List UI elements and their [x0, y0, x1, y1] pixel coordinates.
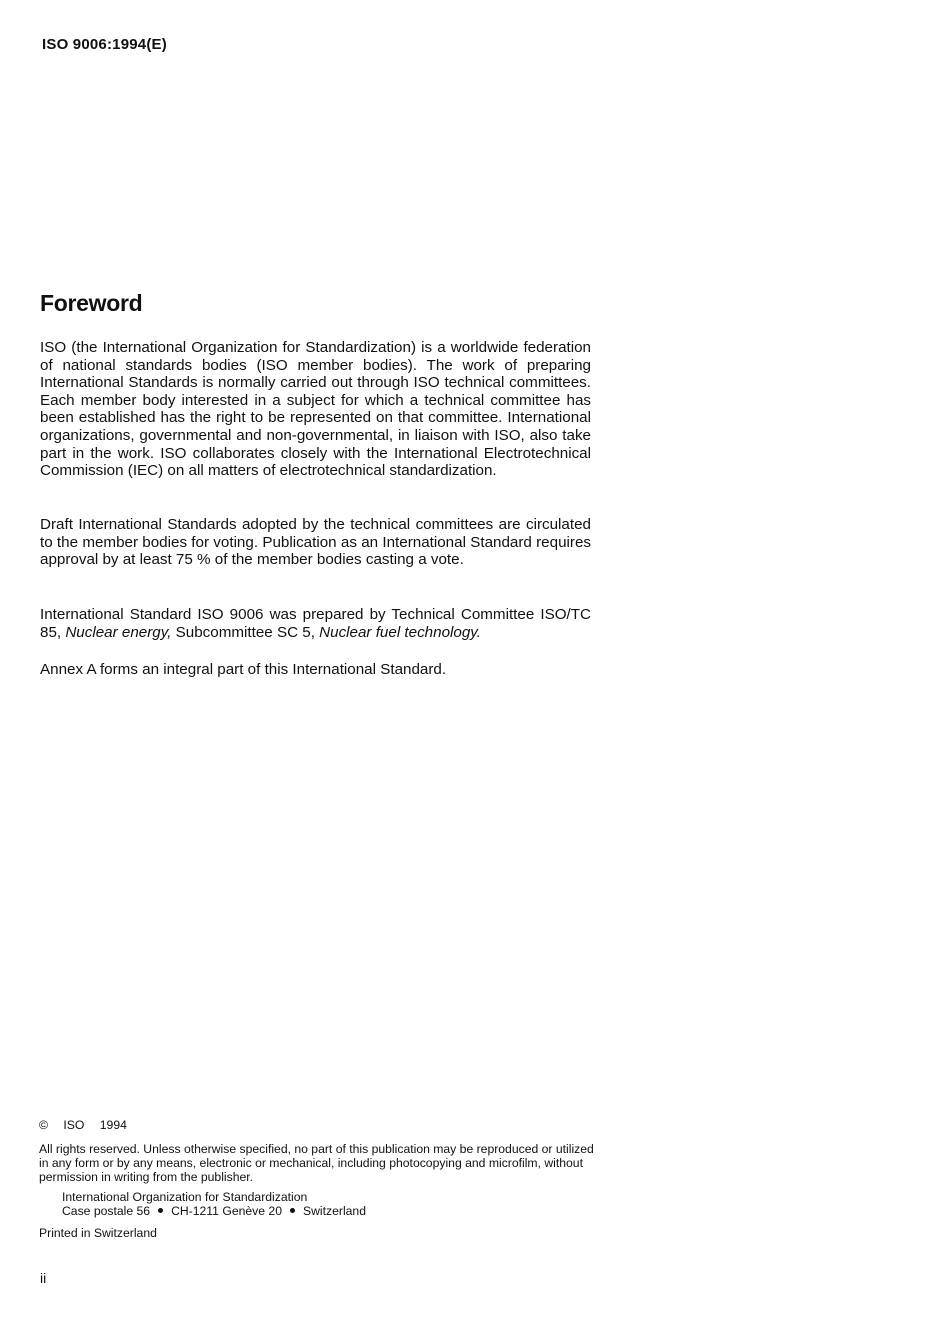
committee-name: Nuclear energy, [65, 623, 172, 641]
address-org: International Organization for Standardization [62, 1190, 308, 1204]
copyright-line [39, 1118, 599, 1132]
publisher-address [62, 1190, 599, 1218]
printed-in: Printed in Switzerland [39, 1226, 157, 1240]
bullet-separator-icon [290, 1208, 295, 1213]
paragraph-3-text-1: International Standard ISO 9006 was prepared by Technical Committee ISO/TC 85, [40, 606, 591, 641]
foreword-paragraph-3 [40, 606, 591, 641]
copyright-block [39, 1118, 599, 1240]
document-id: ISO 9006:1994(E) [42, 36, 167, 53]
address-postal: Case postale 56 [62, 1204, 151, 1218]
page-title: Foreword [40, 290, 143, 316]
copyright-symbol: © [39, 1118, 48, 1132]
address-line-2 [62, 1204, 599, 1218]
subcommittee-name: Nuclear fuel technology. [319, 623, 481, 641]
rights-statement: All rights reserved. Unless otherwise specified, no part of this publication may be reproduced or utilized in any form or by any means, electronic or mechanical, including photocopying and microfilm, without permission in writing from the publisher. [39, 1142, 594, 1184]
copyright-year: 1994 [99, 1118, 127, 1132]
foreword-paragraph-4: Annex A forms an integral part of this International Standard. [40, 661, 447, 678]
copyright-org: ISO [63, 1118, 85, 1132]
address-country: Switzerland [302, 1204, 366, 1218]
foreword-paragraph-2: Draft International Standards adopted by the technical committees are circulated to the member bodies for voting. Publication as an International Standard requires approval by at least 75 % of the member bodies casting a vote. [40, 516, 591, 569]
paragraph-3-text-2: Subcommittee SC 5, [171, 623, 320, 641]
page-number: ii [40, 1270, 47, 1286]
foreword-paragraph-1: ISO (the International Organization for Standardization) is a worldwide federation of national standards bodies (ISO member bodies). The work of preparing International Standards is normally carried out through ISO technical committees. Each member body interested in a subject for which a technical committee has been established has the right to be represented on that committee. International organizations, governmental and non-governmental, in liaison with ISO, also take part in the work. ISO collaborates closely with the International Electrotechnical Commission (IEC) on all matters of electrotechnical standardization. [40, 339, 591, 480]
bullet-separator-icon [158, 1208, 163, 1213]
address-city: CH-1211 Genève 20 [171, 1204, 282, 1218]
